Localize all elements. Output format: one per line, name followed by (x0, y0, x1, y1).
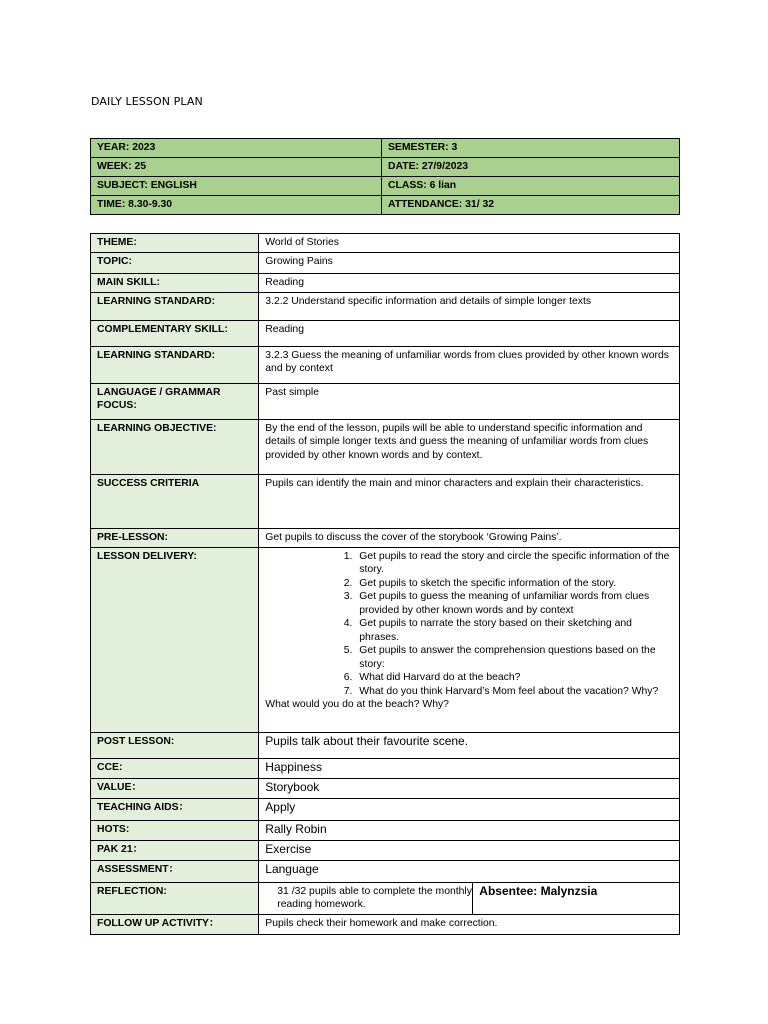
year-cell: YEAR: 2023 (91, 139, 382, 158)
table-row (91, 758, 680, 778)
reflection-label: REFLECTION: (91, 882, 259, 914)
table-row (91, 383, 680, 419)
pak21-value: Exercise (259, 840, 680, 860)
lesson-plan-table (90, 233, 680, 935)
document-title: DAILY LESSON PLAN (91, 95, 203, 108)
hots-label: HOTS: (91, 820, 259, 840)
week-cell: WEEK: 25 (91, 158, 382, 177)
list-item: 1. Get pupils to read the story and circle the specific information of the story. (355, 550, 673, 577)
absentee-text: Absentee: Malynzsia (472, 883, 673, 914)
learning-standard-2-label: LEARNING STANDARD: (91, 346, 259, 383)
table-row (91, 253, 680, 274)
follow-up-value: Pupils check their homework and make correction. (259, 914, 680, 934)
language-focus-value: Past simple (259, 383, 680, 419)
list-item: 3. Get pupils to guess the meaning of unfamiliar words from clues provided by other known words and by context (355, 590, 673, 617)
value-label: VALUE： (91, 778, 259, 798)
learning-objective-label: LEARNING OBJECTIVE: (91, 419, 259, 474)
lesson-steps-list (265, 550, 673, 699)
list-item: 5. Get pupils to answer the comprehension questions based on the story: (355, 644, 673, 671)
list-item: 7. What do you think Harvard’s Mom feel about the vacation? Why? (355, 685, 673, 699)
assessment-label: ASSESSMENT： (91, 860, 259, 882)
teaching-aids-label: TEACHING AIDS： (91, 798, 259, 820)
topic-label: TOPIC: (91, 253, 259, 274)
header-table (90, 138, 680, 215)
table-row (91, 234, 680, 253)
lesson-delivery-label: LESSON DELIVERY: (91, 547, 259, 732)
main-skill-label: MAIN SKILL: (91, 274, 259, 293)
complementary-skill-label: COMPLEMENTARY SKILL: (91, 320, 259, 346)
table-row (91, 320, 680, 346)
lesson-delivery-value (259, 547, 680, 732)
table-row (91, 346, 680, 383)
pak21-label: PAK 21： (91, 840, 259, 860)
cce-label: CCE: (91, 758, 259, 778)
header-row (91, 139, 680, 158)
follow-up-label: FOLLOW UP ACTIVITY： (91, 914, 259, 934)
main-skill-value: Reading (259, 274, 680, 293)
table-row (91, 732, 680, 758)
post-lesson-value: Pupils talk about their favourite scene. (259, 732, 680, 758)
table-row (91, 820, 680, 840)
pre-lesson-value: Get pupils to discuss the cover of the storybook ‘Growing Pains’. (259, 528, 680, 547)
table-row (91, 274, 680, 293)
class-cell: CLASS: 6 lian (382, 177, 680, 196)
table-row (91, 474, 680, 528)
hots-value: Rally Robin (259, 820, 680, 840)
table-row (91, 860, 680, 882)
header-row (91, 196, 680, 215)
table-row (91, 547, 680, 732)
value-value: Storybook (259, 778, 680, 798)
subject-cell: SUBJECT: ENGLISH (91, 177, 382, 196)
date-cell: DATE: 27/9/2023 (382, 158, 680, 177)
header-row (91, 158, 680, 177)
table-row (91, 528, 680, 547)
table-row (91, 778, 680, 798)
attendance-cell: ATTENDANCE: 31/ 32 (382, 196, 680, 215)
table-row (91, 882, 680, 914)
complementary-skill-value: Reading (259, 320, 680, 346)
lesson-closing-question: What would you do at the beach? Why? (265, 699, 449, 710)
post-lesson-label: POST LESSON: (91, 732, 259, 758)
time-cell: TIME: 8.30-9.30 (91, 196, 382, 215)
teaching-aids-value: Apply (259, 798, 680, 820)
list-item: 6. What did Harvard do at the beach? (355, 671, 673, 685)
list-item: 4. Get pupils to narrate the story based on their sketching and phrases. (355, 617, 673, 644)
assessment-value: Language (259, 860, 680, 882)
reflection-content (265, 885, 673, 912)
cce-value: Happiness (259, 758, 680, 778)
theme-value: World of Stories (259, 234, 680, 253)
reflection-value (259, 882, 680, 914)
learning-objective-value: By the end of the lesson, pupils will be able to understand specific information and details of simple longer texts and guess the meaning of unfamiliar words from clues provided by other known words and by context. (259, 419, 680, 474)
success-criteria-label: SUCCESS CRITERIA (91, 474, 259, 528)
learning-standard-label: LEARNING STANDARD: (91, 292, 259, 320)
theme-label: THEME: (91, 234, 259, 253)
table-row (91, 914, 680, 934)
topic-value: Growing Pains (259, 253, 680, 274)
learning-standard-value: 3.2.2 Understand specific information and details of simple longer texts (259, 292, 680, 320)
table-row (91, 798, 680, 820)
reflection-text: 31 /32 pupils able to complete the monthly reading homework. (277, 885, 472, 910)
header-row (91, 177, 680, 196)
table-row (91, 840, 680, 860)
learning-standard-2-value: 3.2.3 Guess the meaning of unfamiliar words from clues provided by other known words and by context (259, 346, 680, 383)
table-row (91, 292, 680, 320)
semester-cell: SEMESTER: 3 (382, 139, 680, 158)
pre-lesson-label: PRE-LESSON: (91, 528, 259, 547)
table-row (91, 419, 680, 474)
list-item: 2. Get pupils to sketch the specific information of the story. (355, 577, 673, 591)
success-criteria-value: Pupils can identify the main and minor characters and explain their characteristics. (259, 474, 680, 528)
language-focus-label: LANGUAGE / GRAMMAR FOCUS: (91, 383, 259, 419)
